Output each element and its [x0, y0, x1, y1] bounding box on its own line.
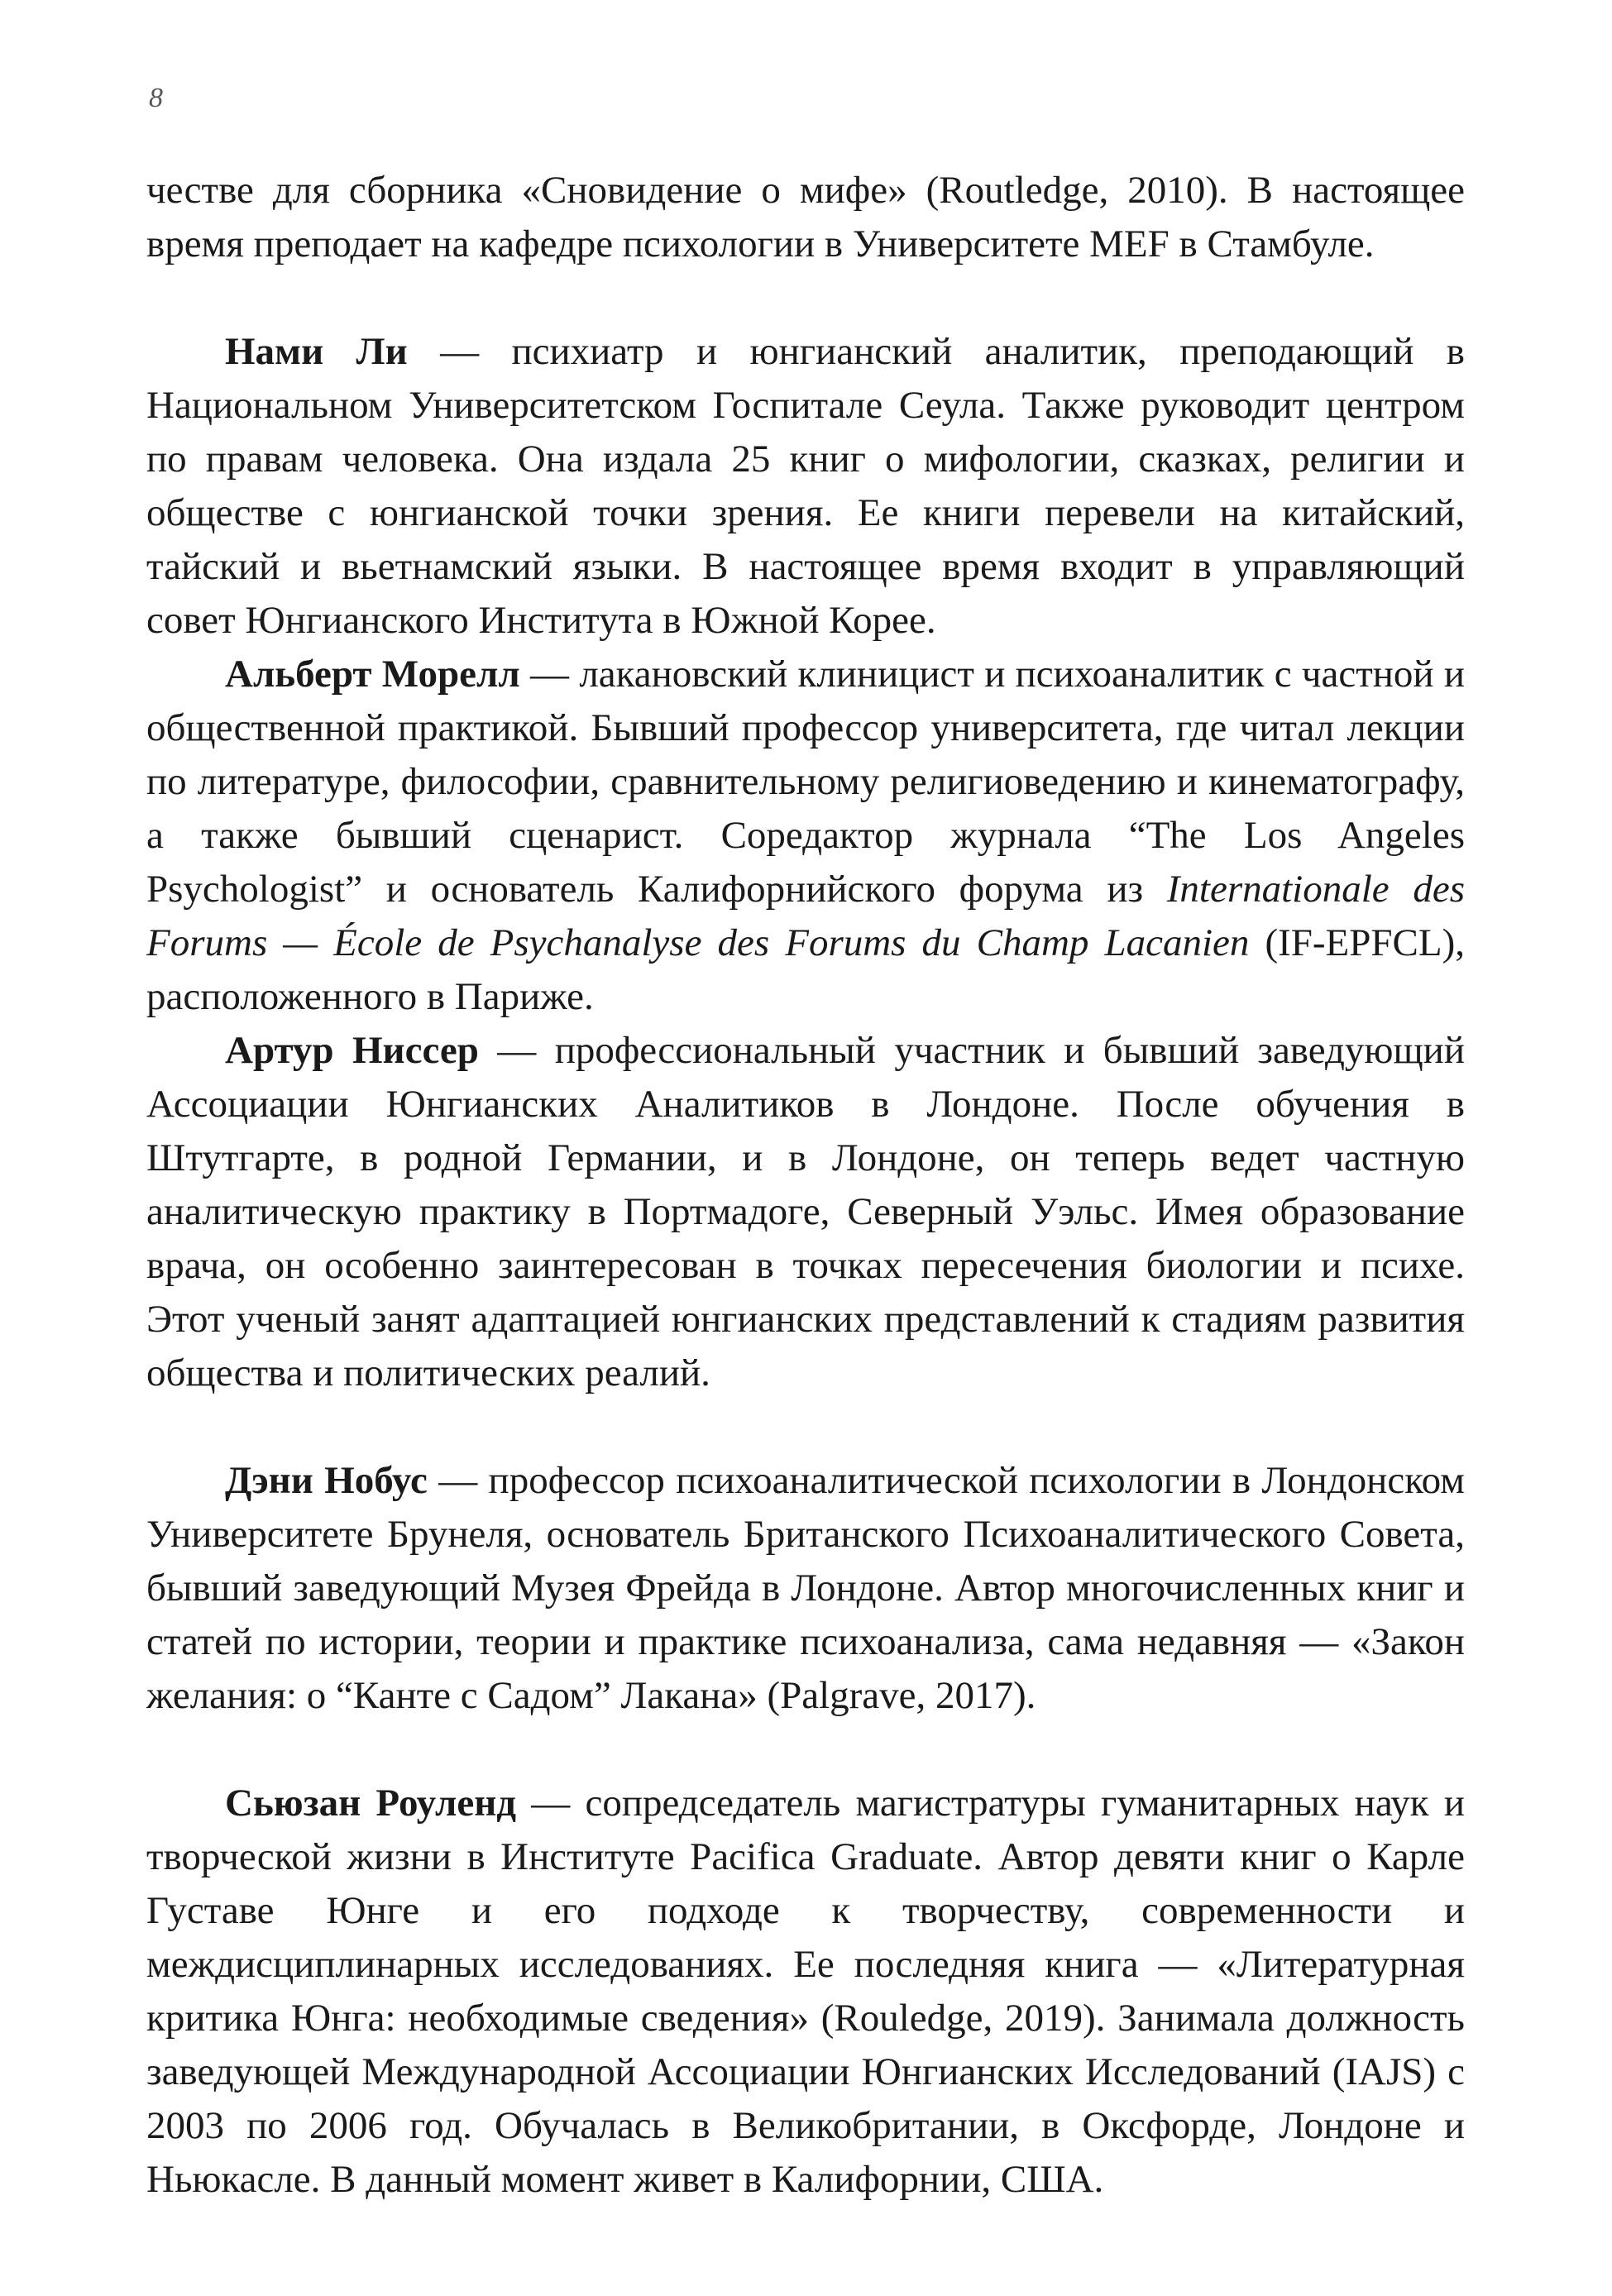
bio-text: — психиатр и юнгианский аналитик, преподающий в Национальном Университетском Госпитале Сеула. Также руководит центром по правам человека. Она издала 25 книг о мифологии, сказках, религии и обществе с юнгианской точки зрения. Ее книги перевели на китайский, тайский и вьетнамский языки. В настоящее время входит в управляющий совет Юнгианского Института в Южной Корее.	[146, 330, 1465, 642]
paragraph-text: честве для сборника «Сновидение о мифе» (Routledge, 2010). В настоящее время преподает на кафедре психологии в Университете MEF в Стамбуле.	[146, 169, 1465, 265]
author-name: Альберт Морелл	[225, 653, 520, 696]
paragraph-continuation	[146, 164, 1465, 271]
author-name: Нами Ли	[225, 330, 408, 373]
bio-nami-li	[146, 325, 1465, 648]
bio-albert-morell	[146, 648, 1465, 1024]
bio-text: — профессор психоаналитической психологии в Лондонском Университете Брунеля, основатель Британского Психоаналитического Совета, бывший заведующий Музея Фрейда в Лондоне. Автор многочисленных книг и статей по истории, теории и практике психоанализа, сама недавняя — «Закон желания: о “Канте с Садом” Лакана» (Palgrave, 2017).	[146, 1459, 1465, 1717]
bio-text: — профессиональный участник и бывший заведующий Ассоциации Юнгианских Аналитиков в Лондоне. После обучения в Штутгарте, в родной Германии, и в Лондоне, он теперь ведет частную аналитическую практику в Портмадоге, Северный Уэльс. Имея образование врача, он особенно заинтересован в точках пересечения биологии и психе. Этот ученый занят адаптацией юнгианских представлений к стадиям развития общества и политических реалий.	[146, 1029, 1465, 1394]
bio-susan-rowland	[146, 1777, 1465, 2207]
page-body	[146, 164, 1465, 2207]
bio-artur-nisser	[146, 1024, 1465, 1400]
author-name: Сьюзан Роуленд	[225, 1782, 517, 1825]
author-name: Дэни Нобус	[225, 1459, 428, 1502]
page-number: 8	[149, 83, 163, 113]
bio-text: — лакановский клиницист и психоаналитик с частной и общественной практикой. Бывший профессор университета, где читал лекции по литературе, философии, сравнительному религиоведению и кинематографу, а также бывший сценарист. Соредактор журнала “The Los Angeles Psychologist” и основатель Калифорнийского форума из	[146, 653, 1466, 911]
bio-dani-nobus	[146, 1454, 1465, 1723]
bio-text: — сопредседатель магистратуры гуманитарных наук и творческой жизни в Институте Pacifica Graduate. Автор девяти книг о Карле Густаве Юнге и его подходе к творчеству, современности и междисциплинарных исследованиях. Ее последняя книга — «Литературная критика Юнга: необходимые сведения» (Rouledge, 2019). Занимала должность заведующей Международной Ассоциации Юнгианских Исследований (IAJS) с 2003 по 2006 год. Обучалась в Великобритании, в Оксфорде, Лондоне и Ньюкасле. В данный момент живет в Калифорнии, США.	[146, 1782, 1465, 2201]
bio-text-end: (IF-EPFCL), расположенного в Париже.	[146, 921, 1465, 1018]
author-name: Артур Ниссер	[225, 1029, 479, 1072]
bio-italic-text: Internationale des Forums — École de Psychanalyse des Forums du Champ Lacanien	[146, 868, 1465, 964]
